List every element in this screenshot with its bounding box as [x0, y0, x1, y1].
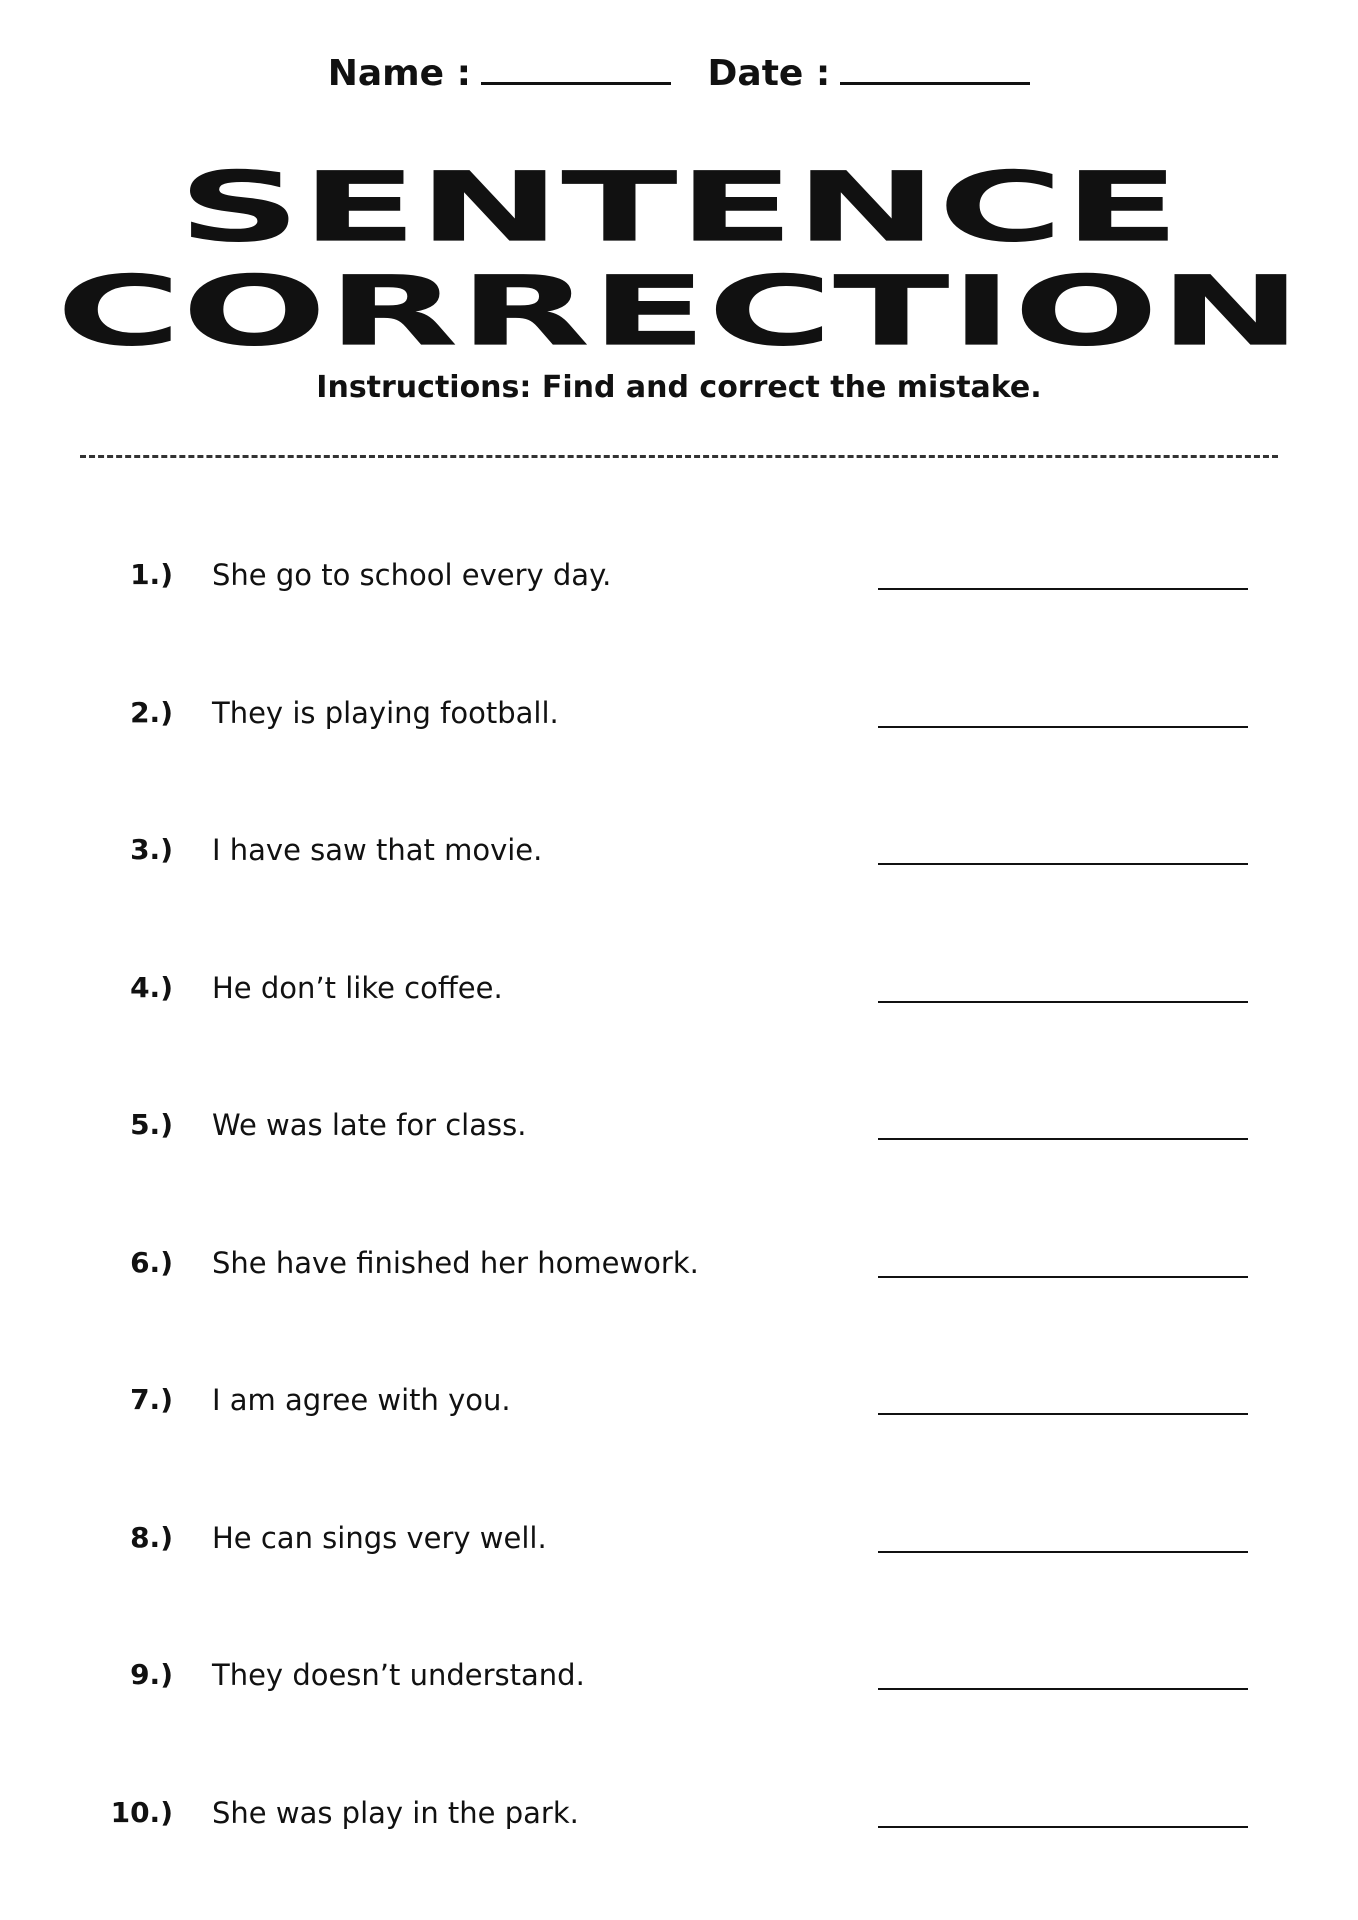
question-row: [0, 678, 1358, 816]
question-number: 5.): [130, 1108, 173, 1141]
question-sentence: She have finished her homework.: [212, 1245, 699, 1280]
question-sentence: They doesn’t understand.: [212, 1658, 585, 1692]
question-number: 6.): [130, 1245, 173, 1279]
question-row: [0, 953, 1358, 1091]
question-sentence: I have saw that movie.: [212, 833, 543, 867]
question-sentence: She go to school every day.: [212, 558, 612, 592]
page-title-line-1: SENTENCE: [177, 150, 1181, 264]
question-number: 8.): [130, 1520, 173, 1554]
date-label: Date :: [707, 53, 831, 94]
question-row: [0, 1503, 1358, 1641]
answer-blank-line[interactable]: [878, 1551, 1248, 1553]
name-label: Name :: [327, 53, 471, 94]
name-field-group: [328, 46, 671, 102]
question-number: 1.): [130, 558, 173, 591]
question-sentence: He can sings very well.: [212, 1520, 547, 1555]
answer-blank-line[interactable]: [878, 588, 1248, 590]
page-title-line-2: CORRECTION: [55, 254, 1303, 368]
question-row: [0, 815, 1358, 953]
answer-blank-line[interactable]: [878, 863, 1248, 865]
question-number: 7.): [130, 1383, 173, 1416]
dashed-divider: [80, 455, 1278, 458]
question-sentence: I am agree with you.: [212, 1383, 511, 1417]
instructions: Instructions: Find and correct the mistake.: [316, 370, 1042, 405]
question-row: [0, 540, 1358, 678]
answer-blank-line[interactable]: [878, 1276, 1248, 1278]
question-number: 2.): [130, 695, 173, 729]
question-number: 10.): [110, 1795, 173, 1829]
name-blank-line[interactable]: [481, 52, 671, 85]
answer-blank-line[interactable]: [878, 1826, 1248, 1828]
question-row: [0, 1090, 1358, 1228]
question-number: 4.): [130, 970, 173, 1004]
question-row: [0, 1778, 1358, 1916]
date-field-group: [708, 46, 1031, 102]
answer-blank-line[interactable]: [878, 1001, 1248, 1003]
header-fields: [0, 46, 1358, 102]
question-row: [0, 1640, 1358, 1778]
date-blank-line[interactable]: [840, 52, 1030, 85]
question-row: [0, 1228, 1358, 1366]
question-sentence: They is playing football.: [212, 695, 559, 730]
question-number: 9.): [130, 1658, 173, 1691]
question-list: [0, 540, 1358, 1915]
question-sentence: He don’t like coffee.: [212, 970, 503, 1005]
answer-blank-line[interactable]: [878, 1413, 1248, 1415]
question-sentence: We was late for class.: [212, 1108, 527, 1142]
question-row: [0, 1365, 1358, 1503]
answer-blank-line[interactable]: [878, 1138, 1248, 1140]
answer-blank-line[interactable]: [878, 1688, 1248, 1690]
answer-blank-line[interactable]: [878, 726, 1248, 728]
question-number: 3.): [130, 833, 173, 866]
question-sentence: She was play in the park.: [212, 1795, 579, 1830]
